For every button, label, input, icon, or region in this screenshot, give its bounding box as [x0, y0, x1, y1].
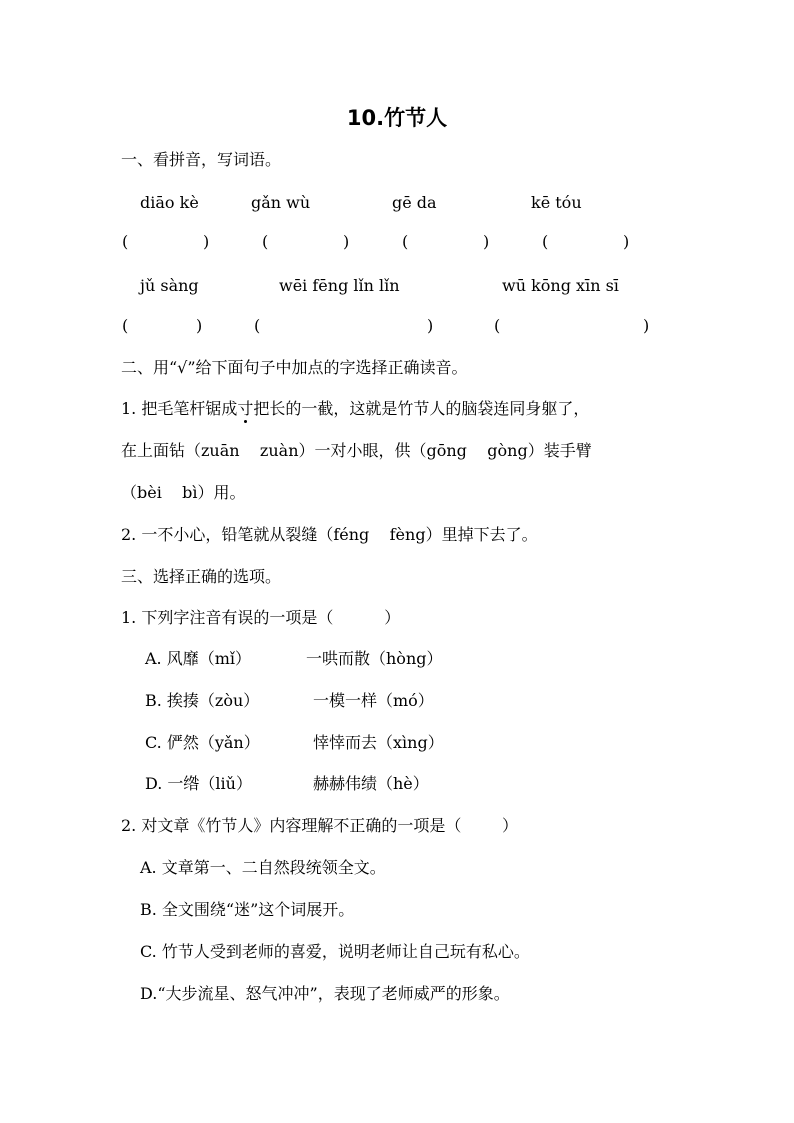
option-a: A. 风靡（mǐ） — [145, 649, 252, 668]
option-b-word: 一模一样（mó） — [313, 691, 434, 710]
section3-heading: 三、选择正确的选项。 — [121, 567, 282, 586]
paren-open: ( — [494, 316, 501, 335]
text: 把长的一截，这就是竹节人的脑袋连同身躯了， — [253, 399, 590, 418]
paren-close: ) — [196, 316, 203, 335]
section3-q2-stem: 2. 对文章《竹节人》内容理解不正确的一项是（ ） — [121, 816, 519, 835]
paren-close: ) — [427, 316, 434, 335]
pinyin-6: wēi fēng lǐn lǐn — [279, 276, 400, 295]
section2-heading: 二、用“√”给下面句子中加点的字选择正确读音。 — [121, 358, 468, 377]
section2-q1-line2: 在上面钻（zuān zuàn）一对小眼，供（gōng gòng）装手臂 — [121, 441, 592, 460]
section2-q2: 2. 一不小心，铅笔就从裂缝（féng fèng）里掉下去了。 — [121, 525, 538, 544]
option-d-word: 赫赫伟绩（hè） — [313, 774, 429, 793]
paren-open: ( — [262, 232, 269, 251]
pinyin-1: diāo kè — [140, 193, 199, 212]
paren-open: ( — [122, 316, 129, 335]
paren-close: ) — [643, 316, 650, 335]
pinyin-2: gǎn wù — [251, 193, 311, 212]
option-c: C. 俨然（yǎn） — [145, 733, 260, 752]
paren-open: ( — [254, 316, 261, 335]
q2-option-a: A. 文章第一、二自然段统领全文。 — [140, 858, 386, 877]
option-b: B. 挨揍（zòu） — [145, 691, 260, 710]
q2-option-b: B. 全文围绕“迷”这个词展开。 — [140, 900, 355, 919]
section1-heading: 一、看拼音，写词语。 — [121, 150, 282, 169]
paren-close: ) — [343, 232, 350, 251]
q2-option-d: D.“大步流星、怒气冲冲”，表现了老师威严的形象。 — [140, 984, 510, 1003]
text: 1. 把毛笔杆锯成 — [121, 399, 238, 418]
page-title: 10.竹节人 — [346, 106, 448, 130]
option-d: D. 一绺（liǔ） — [145, 774, 252, 793]
section2-q1-line1 — [121, 399, 589, 419]
paren-close: ) — [483, 232, 490, 251]
paren-close: ) — [203, 232, 210, 251]
pinyin-7: wū kōng xīn sī — [502, 276, 619, 295]
paren-close: ) — [623, 232, 630, 251]
section2-q1-line3: （bèi bì）用。 — [121, 483, 246, 502]
pinyin-3: gē da — [392, 193, 437, 212]
option-a-word: 一哄而散（hòng） — [306, 649, 443, 668]
paren-open: ( — [122, 232, 129, 251]
q2-option-c: C. 竹节人受到老师的喜爱，说明老师让自己玩有私心。 — [140, 942, 530, 961]
paren-open: ( — [542, 232, 549, 251]
pinyin-4: kē tóu — [531, 193, 582, 212]
option-c-word: 悻悻而去（xìng） — [313, 733, 444, 752]
pinyin-5: jǔ sàng — [140, 276, 199, 295]
paren-open: ( — [402, 232, 409, 251]
section3-q1-stem: 1. 下列字注音有误的一项是（ ） — [121, 608, 401, 627]
dotted-char: 寸 — [237, 399, 254, 418]
